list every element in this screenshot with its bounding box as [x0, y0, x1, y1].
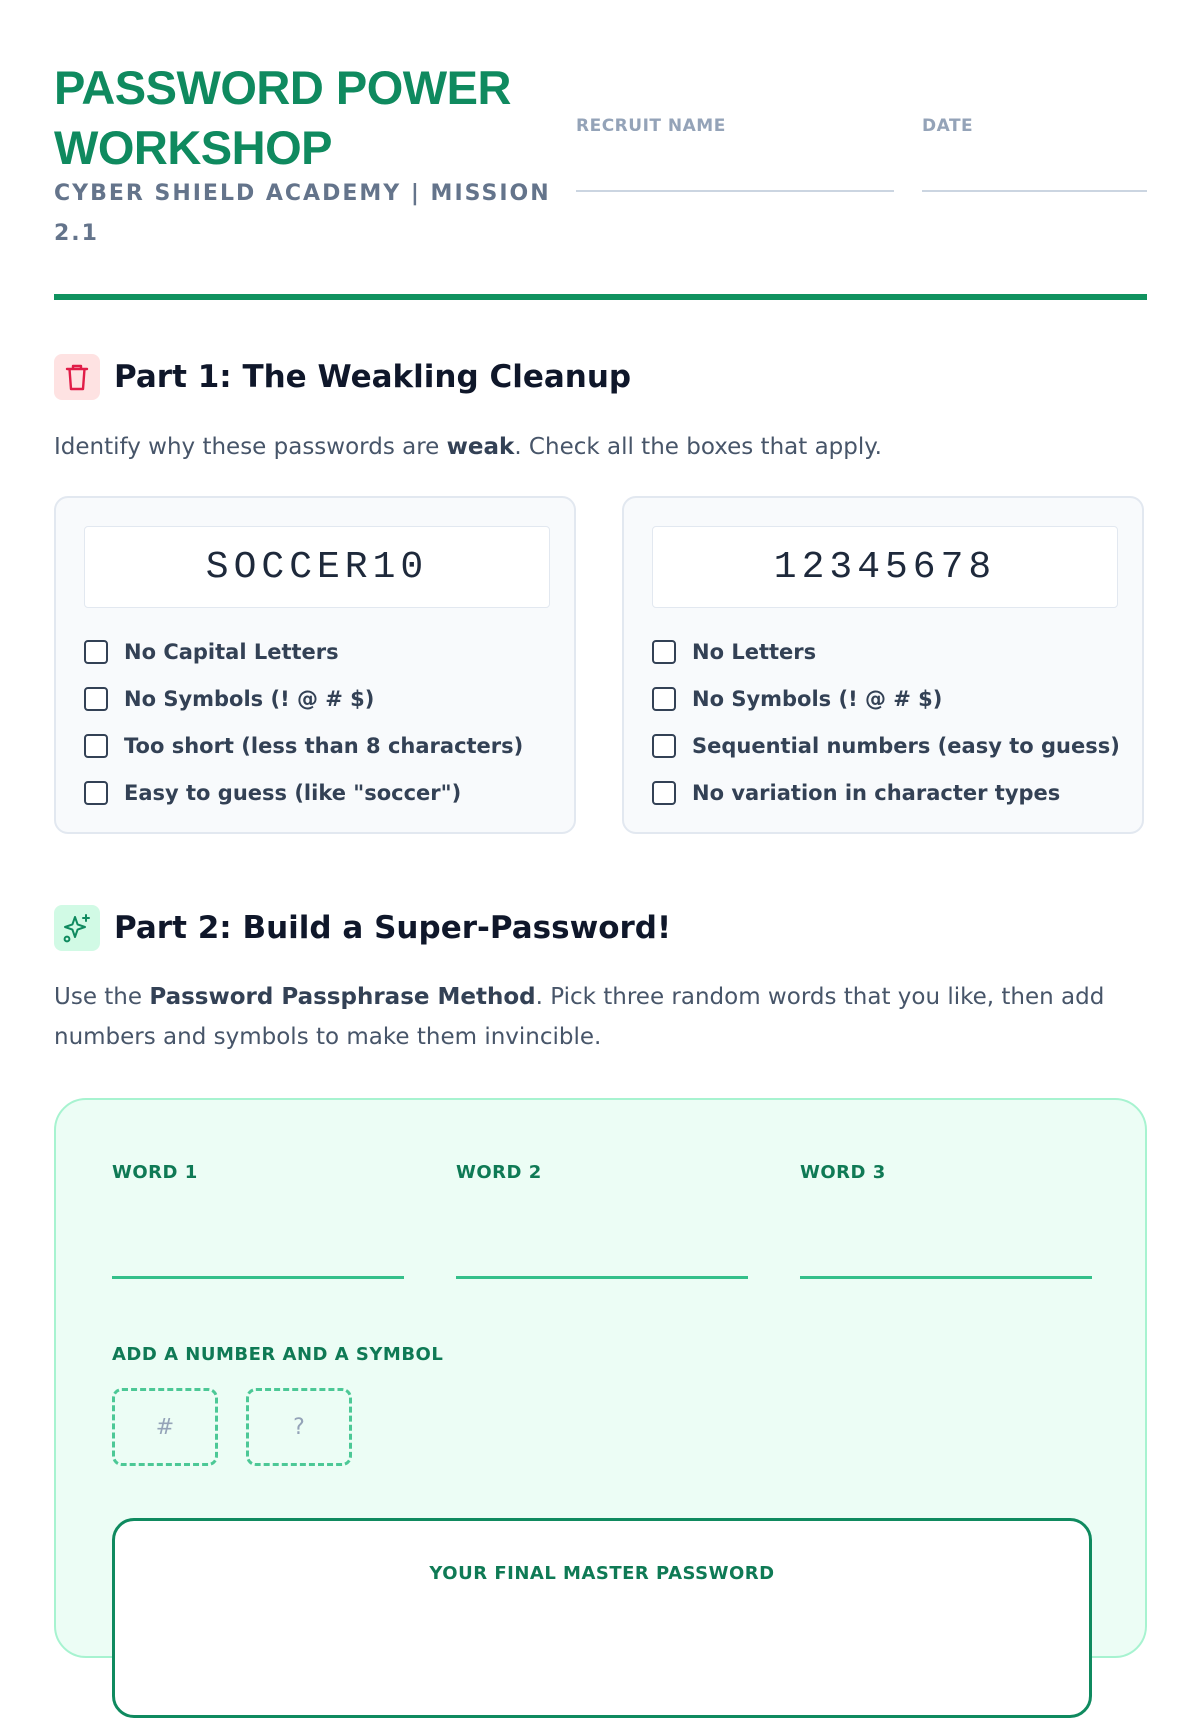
checklist-item[interactable]	[84, 675, 523, 722]
password-card-2	[622, 496, 1144, 834]
checkbox[interactable]	[652, 734, 676, 758]
addon-label: ADD A NUMBER AND A SYMBOL	[112, 1344, 444, 1365]
checklist-item[interactable]	[84, 628, 523, 675]
worksheet-subtitle: CYBER SHIELD ACADEMY | MISSION 2.1	[54, 181, 551, 246]
part1-heading	[54, 354, 631, 400]
checkbox[interactable]	[652, 781, 676, 805]
checklist-label: No Symbols (! @ # $)	[692, 686, 943, 711]
recruit-name-field[interactable]	[576, 190, 894, 192]
checkbox[interactable]	[84, 734, 108, 758]
part2-instructions	[54, 977, 1147, 1057]
part1-instruction-text: Identify why these passwords are	[54, 434, 447, 460]
checklist-item[interactable]	[652, 675, 1120, 722]
checkbox[interactable]	[652, 687, 676, 711]
checklist-label: Sequential numbers (easy to guess)	[692, 733, 1120, 758]
symbol-input-box[interactable]: ?	[246, 1388, 352, 1466]
word-1-label: WORD 1	[112, 1162, 198, 1183]
date-label: DATE	[922, 116, 974, 136]
part2-instruction-text-end: . Pick three random words that you like, then add numbers and symbols to make them invincible.	[54, 984, 1105, 1050]
weak-password-display: 12345678	[652, 526, 1118, 608]
word-3-field[interactable]	[800, 1276, 1092, 1279]
checklist-item[interactable]	[652, 722, 1120, 769]
date-field[interactable]	[922, 190, 1147, 192]
part1-instruction-emphasis: weak	[446, 434, 515, 460]
weak-password-display: SOCCER10	[84, 526, 550, 608]
final-password-label: YOUR FINAL MASTER PASSWORD	[429, 1563, 775, 1584]
checklist-label: Easy to guess (like "soccer")	[124, 780, 462, 805]
checklist-item[interactable]	[652, 628, 1120, 675]
part1-title: Part 1: The Weakling Cleanup	[114, 359, 632, 395]
weakness-checklist	[652, 628, 1120, 816]
part2-instruction-text: Use the	[54, 984, 150, 1010]
checkbox[interactable]	[84, 781, 108, 805]
recruit-name-label: RECRUIT NAME	[576, 116, 726, 136]
weakness-checklist	[84, 628, 523, 816]
checklist-label: No Letters	[692, 639, 817, 664]
part2-heading	[54, 905, 671, 951]
word-2-label: WORD 2	[456, 1162, 542, 1183]
part1-instructions	[54, 427, 1147, 467]
part1-instruction-text-end: . Check all the boxes that apply.	[514, 434, 882, 460]
password-card-1	[54, 496, 576, 834]
header-divider	[54, 294, 1147, 300]
checklist-label: Too short (less than 8 characters)	[124, 733, 524, 758]
checklist-item[interactable]	[84, 722, 523, 769]
checklist-label: No Capital Letters	[124, 639, 339, 664]
part2-instruction-emphasis: Password Passphrase Method	[149, 984, 536, 1010]
checklist-item[interactable]	[652, 769, 1120, 816]
sparkle-icon	[54, 905, 100, 951]
number-input-box[interactable]: #	[112, 1388, 218, 1466]
checkbox[interactable]	[84, 640, 108, 664]
part2-title: Part 2: Build a Super-Password!	[114, 910, 672, 946]
checkbox[interactable]	[84, 687, 108, 711]
checklist-item[interactable]	[84, 769, 523, 816]
worksheet-title: PASSWORD POWER WORKSHOP	[54, 61, 511, 174]
word-2-field[interactable]	[456, 1276, 748, 1279]
passphrase-builder	[54, 1098, 1147, 1658]
final-password-box[interactable]	[112, 1518, 1092, 1718]
word-3-label: WORD 3	[800, 1162, 886, 1183]
worksheet-header	[54, 0, 1147, 303]
checklist-label: No variation in character types	[692, 780, 1061, 805]
checklist-label: No Symbols (! @ # $)	[124, 686, 375, 711]
worksheet-page	[54, 0, 1147, 1584]
word-1-field[interactable]	[112, 1276, 404, 1279]
trash-icon	[54, 354, 100, 400]
checkbox[interactable]	[652, 640, 676, 664]
